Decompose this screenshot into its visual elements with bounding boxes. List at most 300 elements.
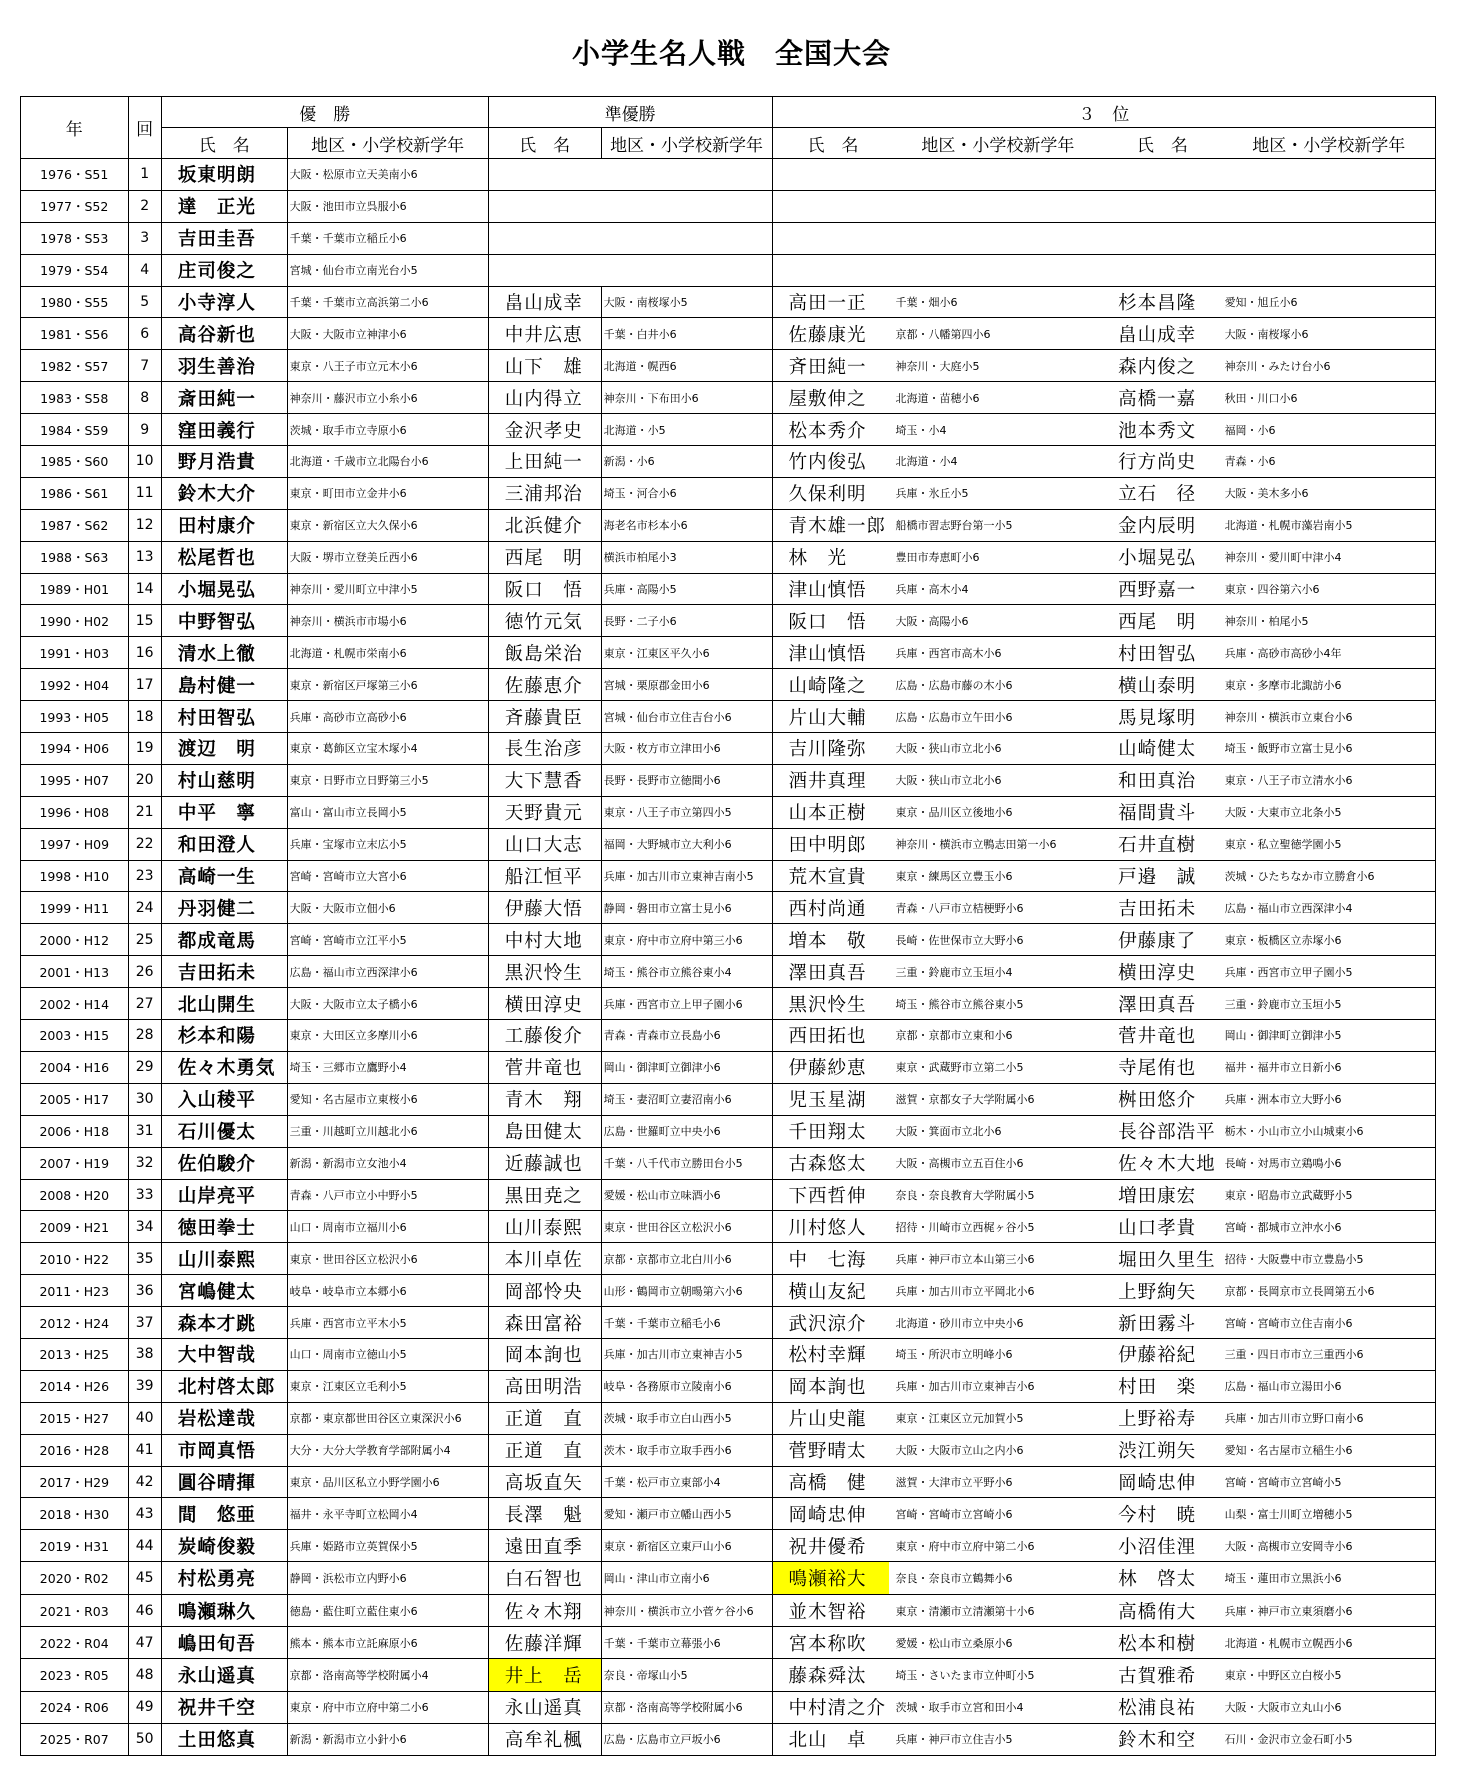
third1-name: 増本 敬: [772, 924, 894, 956]
winner-school: 山口・周南市立徳山小5: [287, 1338, 488, 1370]
table-row: [21, 796, 1436, 828]
third1-name: 澤田真吾: [772, 956, 894, 988]
table-row: [21, 1562, 1436, 1595]
third2-school: 京都・長岡京市立長岡第五小6: [1223, 1275, 1436, 1307]
third1-name: 西村尚通: [772, 892, 894, 924]
table-row: [21, 509, 1436, 541]
winner-name: 石川優太: [161, 1115, 287, 1147]
round-cell: 49: [128, 1691, 161, 1723]
third2-name: 森内俊之: [1102, 350, 1222, 382]
third2-school: 三重・四日市市立三重西小6: [1223, 1338, 1436, 1370]
round-cell: 13: [128, 541, 161, 573]
winner-name: 杉本和陽: [161, 1020, 287, 1052]
third2-school: 東京・板橋区立赤塚小6: [1223, 924, 1436, 956]
third2-school: 埼玉・飯野市立富士見小6: [1223, 733, 1436, 765]
winner-name: 嶋田旬吾: [161, 1627, 287, 1659]
winner-name: 大中智哉: [161, 1338, 287, 1370]
winner-name: 丹羽健二: [161, 892, 287, 924]
runner-up-name: 遠田直季: [488, 1530, 601, 1562]
third1-name: 黒沢怜生: [772, 988, 894, 1020]
third1-school: 兵庫・西宮市高木小6: [894, 637, 1103, 669]
runner-up-school: 京都・洛南高等学校附属小6: [601, 1691, 772, 1723]
round-cell: 14: [128, 573, 161, 605]
third1-name: 藤森舜汰: [772, 1658, 894, 1691]
header-third1-name: 氏 名: [772, 128, 894, 159]
table-row: [21, 1115, 1436, 1147]
winner-name: 炭崎俊毅: [161, 1530, 287, 1562]
third1-school: 招待・川崎市立西梶ヶ谷小5: [894, 1211, 1103, 1243]
runner-up-name: [488, 1658, 601, 1691]
runner-up-name: 正道 直: [488, 1402, 601, 1434]
runner-up-school: [601, 159, 772, 191]
runner-up-name: 森田富裕: [488, 1307, 601, 1339]
third1-school: 長崎・佐世保市立大野小6: [894, 924, 1103, 956]
winner-name: 羽生善治: [161, 350, 287, 382]
runner-up-name: [488, 222, 601, 254]
year-cell: 2011・H23: [21, 1275, 129, 1307]
table-row: [21, 382, 1436, 414]
year-cell: 2017・H29: [21, 1466, 129, 1498]
third2-name: 澤田真吾: [1102, 988, 1222, 1020]
round-cell: 8: [128, 382, 161, 414]
winner-name: 吉田拓未: [161, 956, 287, 988]
runner-up-school: 新潟・小6: [601, 446, 772, 478]
third1-school: 茨城・取手市立宮和田小4: [894, 1691, 1103, 1723]
winner-name: 圓谷晴揮: [161, 1466, 287, 1498]
third2-school: 兵庫・加古川市立野口南小6: [1223, 1402, 1436, 1434]
table-row: [21, 1658, 1436, 1691]
third1-name: 伊藤紗恵: [772, 1051, 894, 1083]
third1-name: 片山史龍: [772, 1402, 894, 1434]
table-row: [21, 1723, 1436, 1755]
runner-up-name: 北浜健介: [488, 509, 601, 541]
table-row: [21, 573, 1436, 605]
round-cell: 2: [128, 190, 161, 222]
third2-school: 神奈川・愛川町中津小4: [1223, 541, 1436, 573]
third2-name: 横山泰明: [1102, 669, 1222, 701]
year-cell: 1980・S55: [21, 286, 129, 318]
winner-school: 東京・新宿区立大久保小6: [287, 509, 488, 541]
runner-up-school: 北海道・幌西6: [601, 350, 772, 382]
third2-school: 大阪・大東市立北条小5: [1223, 796, 1436, 828]
runner-up-school: 山形・鶴岡市立朝暘第六小6: [601, 1275, 772, 1307]
third2-school: 埼玉・蓮田市立黒浜小6: [1223, 1562, 1436, 1595]
third1-school: 奈良・奈良市立鶴舞小6: [894, 1562, 1103, 1595]
runner-up-school: 静岡・磐田市立富士見小6: [601, 892, 772, 924]
round-cell: 47: [128, 1627, 161, 1659]
runner-up-name: 斉藤貴臣: [488, 701, 601, 733]
table-row: [21, 222, 1436, 254]
winner-school: 東京・府中市立府中第二小6: [287, 1691, 488, 1723]
table-row: [21, 1179, 1436, 1211]
round-cell: 3: [128, 222, 161, 254]
runner-up-name: 正道 直: [488, 1434, 601, 1466]
table-row: [21, 701, 1436, 733]
winner-school: 三重・川越町立川越北小6: [287, 1115, 488, 1147]
third2-school: 東京・昭島市立武蔵野小5: [1223, 1179, 1436, 1211]
highlighted-name: 井上 岳: [489, 1659, 601, 1691]
third2-school: 石川・金沢市立金石町小5: [1223, 1723, 1436, 1755]
third1-school: 宮崎・宮崎市立宮崎小6: [894, 1498, 1103, 1530]
winner-name: 小堀晃弘: [161, 573, 287, 605]
winner-name: 鳴瀬琳久: [161, 1595, 287, 1627]
winner-name: 高崎一生: [161, 860, 287, 892]
winner-school: 神奈川・愛川町立中津小5: [287, 573, 488, 605]
third1-name: 佐藤康光: [772, 318, 894, 350]
runner-up-school: 千葉・松戸市立東部小4: [601, 1466, 772, 1498]
third1-school: 滋賀・京都女子大学附属小6: [894, 1083, 1103, 1115]
year-cell: 2012・H24: [21, 1307, 129, 1339]
runner-up-name: 上田純一: [488, 446, 601, 478]
third2-school: 大阪・南桜塚小6: [1223, 318, 1436, 350]
winner-name: 土田悠真: [161, 1723, 287, 1755]
runner-up-school: 神奈川・横浜市立小菅ケ谷小6: [601, 1595, 772, 1627]
year-cell: 2004・H16: [21, 1051, 129, 1083]
third1-school: 兵庫・神戸市立本山第三小6: [894, 1243, 1103, 1275]
third2-name: 佐々木大地: [1102, 1147, 1222, 1179]
table-row: [21, 1051, 1436, 1083]
runner-up-name: 島田健太: [488, 1115, 601, 1147]
third1-name: 吉川隆弥: [772, 733, 894, 765]
round-cell: 21: [128, 796, 161, 828]
header-runner-up: 準優勝: [488, 97, 772, 128]
third1-name: 山崎隆之: [772, 669, 894, 701]
round-cell: 10: [128, 446, 161, 478]
table-row: [21, 477, 1436, 509]
year-cell: 1984・S59: [21, 414, 129, 446]
third2-school: 秋田・川口小6: [1223, 382, 1436, 414]
winner-name: 村松勇亮: [161, 1562, 287, 1595]
winner-school: 東京・世田谷区立松沢小6: [287, 1243, 488, 1275]
third1-school: 東京・江東区立元加賀小5: [894, 1402, 1103, 1434]
third2-name: [1102, 222, 1222, 254]
round-cell: 15: [128, 605, 161, 637]
winner-school: 宮崎・宮崎市立江平小5: [287, 924, 488, 956]
third2-name: 西尾 明: [1102, 605, 1222, 637]
third2-school: 大阪・大阪市立丸山小6: [1223, 1691, 1436, 1723]
third1-school: 豊田市寿恵町小6: [894, 541, 1103, 573]
third2-name: 高橋侑大: [1102, 1595, 1222, 1627]
round-cell: 4: [128, 254, 161, 286]
year-cell: 1993・H05: [21, 701, 129, 733]
year-cell: 1978・S53: [21, 222, 129, 254]
third2-school: 東京・中野区立白桜小5: [1223, 1658, 1436, 1691]
third1-name: 山本正樹: [772, 796, 894, 828]
runner-up-name: 西尾 明: [488, 541, 601, 573]
winner-name: 高谷新也: [161, 318, 287, 350]
runner-up-school: 東京・新宿区立東戸山小6: [601, 1530, 772, 1562]
round-cell: 48: [128, 1658, 161, 1691]
third1-school: 兵庫・氷丘小5: [894, 477, 1103, 509]
third2-school: 愛知・名古屋市立稲生小6: [1223, 1434, 1436, 1466]
winner-name: 北山開生: [161, 988, 287, 1020]
round-cell: 16: [128, 637, 161, 669]
runner-up-school: 愛知・瀬戸市立幡山西小5: [601, 1498, 772, 1530]
winner-school: 東京・新宿区戸塚第三小6: [287, 669, 488, 701]
third2-name: 渋江朔矢: [1102, 1434, 1222, 1466]
third2-name: 菅井竜也: [1102, 1020, 1222, 1052]
third1-school: 埼玉・小4: [894, 414, 1103, 446]
third1-school: 北海道・苗穂小6: [894, 382, 1103, 414]
third2-school: 宮崎・都城市立沖水小6: [1223, 1211, 1436, 1243]
runner-up-name: 工藤俊介: [488, 1020, 601, 1052]
winner-name: 徳田拳士: [161, 1211, 287, 1243]
third1-name: 松本秀介: [772, 414, 894, 446]
runner-up-name: 大下慧香: [488, 764, 601, 796]
round-cell: 37: [128, 1307, 161, 1339]
round-cell: 11: [128, 477, 161, 509]
third2-name: 立石 径: [1102, 477, 1222, 509]
winner-name: 佐々木勇気: [161, 1051, 287, 1083]
third2-school: 宮崎・宮崎市立宮崎小5: [1223, 1466, 1436, 1498]
runner-up-school: 広島・広島市立戸坂小6: [601, 1723, 772, 1755]
third1-school: 三重・鈴鹿市立玉垣小4: [894, 956, 1103, 988]
runner-up-school: 大阪・枚方市立津田小6: [601, 733, 772, 765]
third1-name: 祝井優希: [772, 1530, 894, 1562]
winner-school: 山口・周南市立福川小6: [287, 1211, 488, 1243]
third2-name: 伊藤裕紀: [1102, 1338, 1222, 1370]
runner-up-school: 兵庫・加古川市立東神吉小5: [601, 1338, 772, 1370]
third1-school: 兵庫・加古川市立東神吉小6: [894, 1370, 1103, 1402]
table-row: [21, 892, 1436, 924]
winner-name: 清水上徹: [161, 637, 287, 669]
table-row: [21, 1083, 1436, 1115]
table-row: [21, 1530, 1436, 1562]
runner-up-school: 北海道・小5: [601, 414, 772, 446]
header-third1-school: 地区・小学校新学年: [894, 128, 1103, 159]
winner-name: 佐伯駿介: [161, 1147, 287, 1179]
runner-up-name: 岡部怜央: [488, 1275, 601, 1307]
header-third2-school: 地区・小学校新学年: [1223, 128, 1436, 159]
third1-name: [772, 254, 894, 286]
year-cell: 1979・S54: [21, 254, 129, 286]
winner-school: 東京・品川区私立小野学園小6: [287, 1466, 488, 1498]
third1-name: 岡崎忠伸: [772, 1498, 894, 1530]
runner-up-name: 天野貴元: [488, 796, 601, 828]
winner-school: 兵庫・西宮市立平木小5: [287, 1307, 488, 1339]
runner-up-name: 横田淳史: [488, 988, 601, 1020]
winner-school: 新潟・新潟市立女池小4: [287, 1147, 488, 1179]
winner-school: 北海道・札幌市栄南小6: [287, 637, 488, 669]
third2-school: 兵庫・神戸市立東須磨小6: [1223, 1595, 1436, 1627]
year-cell: 2014・H26: [21, 1370, 129, 1402]
round-cell: 20: [128, 764, 161, 796]
third1-name: 林 光: [772, 541, 894, 573]
runner-up-school: [601, 222, 772, 254]
third2-name: 小沼佳浬: [1102, 1530, 1222, 1562]
third1-school: 滋賀・大津市立平野小6: [894, 1466, 1103, 1498]
runner-up-name: 長澤 魁: [488, 1498, 601, 1530]
third2-name: 松本和樹: [1102, 1627, 1222, 1659]
winner-school: 東京・葛飾区立宝木塚小4: [287, 733, 488, 765]
year-cell: 1990・H02: [21, 605, 129, 637]
year-cell: 2000・H12: [21, 924, 129, 956]
runner-up-name: 阪口 悟: [488, 573, 601, 605]
year-cell: 2016・H28: [21, 1434, 129, 1466]
third1-school: 東京・府中市立府中第二小6: [894, 1530, 1103, 1562]
year-cell: 2020・R02: [21, 1562, 129, 1595]
winner-school: 北海道・千歳市立北陽台小6: [287, 446, 488, 478]
third2-school: [1223, 159, 1436, 191]
third2-name: 長谷部浩平: [1102, 1115, 1222, 1147]
third1-school: 北海道・砂川市立中央小6: [894, 1307, 1103, 1339]
year-cell: 1977・S52: [21, 190, 129, 222]
round-cell: 46: [128, 1595, 161, 1627]
runner-up-name: [488, 190, 601, 222]
third2-name: 和田真治: [1102, 764, 1222, 796]
runner-up-name: 佐藤洋輝: [488, 1627, 601, 1659]
winner-school: 埼玉・三郷市立鷹野小4: [287, 1051, 488, 1083]
third1-name: 片山大輔: [772, 701, 894, 733]
winner-name: 吉田圭吾: [161, 222, 287, 254]
header-round: 回: [128, 97, 161, 159]
runner-up-name: 菅井竜也: [488, 1051, 601, 1083]
third2-name: 池本秀文: [1102, 414, 1222, 446]
table-row: [21, 988, 1436, 1020]
third1-school: 埼玉・熊谷市立熊谷東小5: [894, 988, 1103, 1020]
year-cell: 1994・H06: [21, 733, 129, 765]
header-winner-name: 氏 名: [161, 128, 287, 159]
table-row: [21, 286, 1436, 318]
table-row: [21, 1627, 1436, 1659]
third1-name: 高橋 健: [772, 1466, 894, 1498]
runner-up-name: 永山遥真: [488, 1691, 601, 1723]
third2-school: 栃木・小山市立小山城東小6: [1223, 1115, 1436, 1147]
header-winner: 優 勝: [161, 97, 488, 128]
third1-school: 東京・武蔵野市立第二小5: [894, 1051, 1103, 1083]
winner-school: 富山・富山市立長岡小5: [287, 796, 488, 828]
winner-name: 村山慈明: [161, 764, 287, 796]
runner-up-name: 黒沢怜生: [488, 956, 601, 988]
runner-up-school: 岡山・御津町立御津小6: [601, 1051, 772, 1083]
winner-school: 新潟・新潟市立小針小6: [287, 1723, 488, 1755]
winner-name: 山川泰熙: [161, 1243, 287, 1275]
third1-school: 神奈川・大庭小5: [894, 350, 1103, 382]
year-cell: 1982・S57: [21, 350, 129, 382]
third1-school: 兵庫・加古川市立平岡北小6: [894, 1275, 1103, 1307]
round-cell: 29: [128, 1051, 161, 1083]
third1-school: 青森・八戸市立桔梗野小6: [894, 892, 1103, 924]
round-cell: 7: [128, 350, 161, 382]
table-row: [21, 1466, 1436, 1498]
third1-name: 津山慎悟: [772, 573, 894, 605]
runner-up-name: 佐々木翔: [488, 1595, 601, 1627]
winner-school: 千葉・千葉市立高浜第二小6: [287, 286, 488, 318]
third2-school: 広島・福山市立西深津小4: [1223, 892, 1436, 924]
third2-school: 東京・八王子市立清水小6: [1223, 764, 1436, 796]
third1-name: 千田翔太: [772, 1115, 894, 1147]
year-cell: 2006・H18: [21, 1115, 129, 1147]
winner-name: 和田澄人: [161, 828, 287, 860]
year-cell: 2025・R07: [21, 1723, 129, 1755]
third2-name: [1102, 254, 1222, 286]
third1-school: 大阪・大阪市立山之内小6: [894, 1434, 1103, 1466]
third1-school: 大阪・箕面市立北小6: [894, 1115, 1103, 1147]
third2-school: 福井・福井市立日新小6: [1223, 1051, 1436, 1083]
runner-up-school: 埼玉・妻沼町立妻沼南小6: [601, 1083, 772, 1115]
third2-school: 愛知・旭丘小6: [1223, 286, 1436, 318]
winner-school: 愛知・名古屋市立東桜小6: [287, 1083, 488, 1115]
third1-name: 岡本詢也: [772, 1370, 894, 1402]
round-cell: 1: [128, 159, 161, 191]
round-cell: 32: [128, 1147, 161, 1179]
winner-school: 茨城・取手市立寺原小6: [287, 414, 488, 446]
round-cell: 33: [128, 1179, 161, 1211]
third2-name: 寺尾侑也: [1102, 1051, 1222, 1083]
third1-school: 埼玉・さいたま市立仲町小5: [894, 1658, 1103, 1691]
winner-name: 小寺淳人: [161, 286, 287, 318]
winner-name: 市岡真悟: [161, 1434, 287, 1466]
table-row: [21, 350, 1436, 382]
runner-up-name: 伊藤大悟: [488, 892, 601, 924]
winner-school: 兵庫・宝塚市立末広小5: [287, 828, 488, 860]
third2-name: 小堀晃弘: [1102, 541, 1222, 573]
third2-name: 福間貴斗: [1102, 796, 1222, 828]
runner-up-school: 長野・二子小6: [601, 605, 772, 637]
runner-up-school: 横浜市柏尾小3: [601, 541, 772, 573]
third2-name: [1102, 159, 1222, 191]
winner-name: 村田智弘: [161, 701, 287, 733]
runner-up-name: 山口大志: [488, 828, 601, 860]
third1-name: 松村幸輝: [772, 1338, 894, 1370]
third2-school: 青森・小6: [1223, 446, 1436, 478]
year-cell: 1987・S62: [21, 509, 129, 541]
runner-up-school: 宮城・仙台市立住吉台小6: [601, 701, 772, 733]
year-cell: 1989・H01: [21, 573, 129, 605]
winner-name: 渡辺 明: [161, 733, 287, 765]
third1-name: 西田拓也: [772, 1020, 894, 1052]
third1-school: 東京・清瀬市立清瀬第十小6: [894, 1595, 1103, 1627]
runner-up-school: 東京・府中市立府中第三小6: [601, 924, 772, 956]
winner-name: 宮嶋健太: [161, 1275, 287, 1307]
table-row: [21, 1211, 1436, 1243]
third1-name: 久保利明: [772, 477, 894, 509]
runner-up-name: 近藤誠也: [488, 1147, 601, 1179]
winner-name: 窪田義行: [161, 414, 287, 446]
year-cell: 1998・H10: [21, 860, 129, 892]
runner-up-school: 兵庫・西宮市立上甲子園小6: [601, 988, 772, 1020]
year-cell: 1976・S51: [21, 159, 129, 191]
third2-name: 林 啓太: [1102, 1562, 1222, 1595]
third2-school: 岡山・御津町立御津小5: [1223, 1020, 1436, 1052]
runner-up-name: 金沢孝史: [488, 414, 601, 446]
runner-up-name: 佐藤恵介: [488, 669, 601, 701]
third2-school: 兵庫・高砂市高砂小4年: [1223, 637, 1436, 669]
third1-school: [894, 254, 1103, 286]
meijin-results-table: [20, 96, 1436, 1756]
third2-name: 上野裕寿: [1102, 1402, 1222, 1434]
third1-school: 大阪・高陽小6: [894, 605, 1103, 637]
winner-name: 祝井千空: [161, 1691, 287, 1723]
year-cell: 2009・H21: [21, 1211, 129, 1243]
third2-school: 東京・四谷第六小6: [1223, 573, 1436, 605]
third2-name: 鈴木和空: [1102, 1723, 1222, 1755]
third1-school: 船橋市習志野台第一小5: [894, 509, 1103, 541]
third1-name: 北山 卓: [772, 1723, 894, 1755]
winner-name: 松尾哲也: [161, 541, 287, 573]
winner-school: 広島・福山市立西深津小6: [287, 956, 488, 988]
round-cell: 18: [128, 701, 161, 733]
round-cell: 19: [128, 733, 161, 765]
table-body: [21, 159, 1436, 1756]
table-row: [21, 1370, 1436, 1402]
third1-name: 阪口 悟: [772, 605, 894, 637]
runner-up-name: 本川卓佐: [488, 1243, 601, 1275]
winner-name: 都成竜馬: [161, 924, 287, 956]
third1-name: 川村悠人: [772, 1211, 894, 1243]
winner-school: 東京・日野市立日野第三小5: [287, 764, 488, 796]
runner-up-name: 高牟礼楓: [488, 1723, 601, 1755]
